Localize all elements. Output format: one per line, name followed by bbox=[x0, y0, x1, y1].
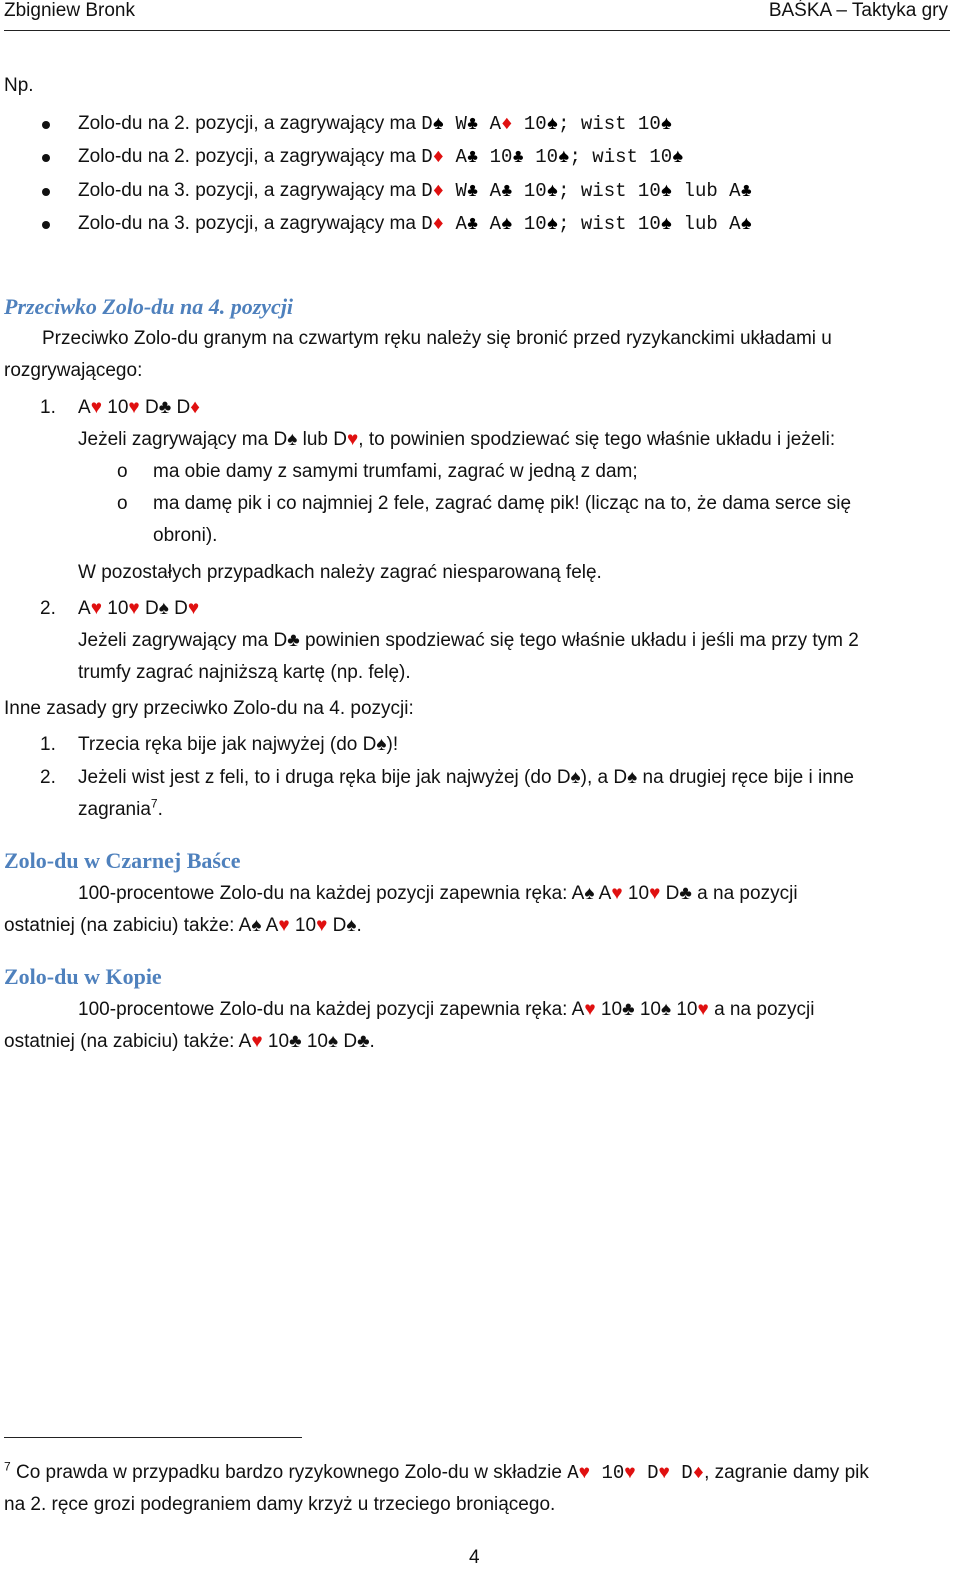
header-author: Zbigniew Bronk bbox=[4, 0, 135, 21]
sub-bullet-2: o bbox=[117, 493, 128, 514]
sec1-intro-line2: rozgrywającego: bbox=[4, 360, 143, 381]
rule-2b bbox=[78, 798, 163, 822]
sec3-line2: ostatniej (na zabiciu) także: A♥ 10♣ 10♠ D♣. bbox=[4, 1031, 375, 1052]
footnote-line2: na 2. ręce grozi podegraniem damy krzyż u trzeciego broniącego. bbox=[4, 1494, 556, 1515]
item-number-2: 2. bbox=[40, 598, 56, 619]
footnote-text-a: Co prawda w przypadku bardzo ryzykownego Zolo-du w składzie bbox=[15, 1462, 568, 1483]
bullet-dot bbox=[42, 188, 50, 196]
footnote-text-b: , zagranie damy pik bbox=[704, 1462, 869, 1483]
footnote-line1 bbox=[4, 1461, 869, 1485]
bullet-item bbox=[78, 212, 752, 236]
sec1-intro-line1: Przeciwko Zolo-du granym na czwartym ręku należy się bronić przed ryzykanckimi układami u bbox=[42, 328, 832, 349]
item2-para-b: trumfy zagrać najniższą kartę (np. felę). bbox=[78, 662, 411, 683]
footnote-rule bbox=[4, 1437, 302, 1438]
sec2-line2: ostatniej (na zabiciu) także: A♠ A♥ 10♥ D♠. bbox=[4, 915, 362, 936]
header-title: BAŚKA – Taktyka gry bbox=[768, 0, 948, 21]
bullet-item bbox=[78, 145, 684, 169]
item2-para-a: Jeżeli zagrywający ma D♣ powinien spodziewać się tego właśnie układu i jeśli ma przy tym 2 bbox=[78, 630, 859, 651]
bullet-cards: D♦ A♣ A♠ 10♠; wist 10♠ lub A♠ bbox=[421, 213, 752, 235]
section-heading-4th: Przeciwko Zolo-du na 4. pozycji bbox=[4, 294, 294, 319]
sec3-line1: 100-procentowe Zolo-du na każdej pozycji zapewnia ręka: A♥ 10♣ 10♠ 10♥ a na pozycji bbox=[78, 999, 815, 1020]
sec2-line1: 100-procentowe Zolo-du na każdej pozycji zapewnia ręka: A♠ A♥ 10♥ D♣ a na pozycji bbox=[78, 883, 798, 904]
item-number-1: 1. bbox=[40, 397, 56, 418]
sub-item-2a: ma damę pik i co najmniej 2 fele, zagrać damę pik! (licząc na to, że dama serce się bbox=[153, 493, 852, 514]
rule-2a: Jeżeli wist jest z feli, to i druga ręka bije jak najwyżej (do D♠), a D♠ na drugiej ręce bije i inne bbox=[78, 767, 854, 788]
rule-2b-text: zagrania bbox=[78, 799, 151, 820]
bullet-dot bbox=[42, 121, 50, 129]
bullet-cards: D♦ A♣ 10♣ 10♠; wist 10♠ bbox=[421, 146, 684, 168]
header-rule bbox=[4, 30, 950, 31]
sub-item-2b: obroni). bbox=[153, 525, 218, 546]
footnote-cards: A♥ 10♥ D♥ D♦ bbox=[567, 1462, 705, 1484]
footnote-ref[interactable]: 7 bbox=[150, 796, 158, 811]
section-heading-czarna: Zolo-du w Czarnej Baśce bbox=[4, 848, 241, 873]
rule-number-2: 2. bbox=[40, 767, 56, 788]
bullet-cards: D♦ W♣ A♣ 10♠; wist 10♠ lub A♣ bbox=[421, 180, 752, 202]
rule-number-1: 1. bbox=[40, 734, 56, 755]
item1-other: W pozostałych przypadkach należy zagrać niesparowaną felę. bbox=[78, 562, 602, 583]
bullet-prefix: Zolo-du na 2. pozycji, a zagrywający ma bbox=[78, 113, 422, 134]
rule-2b-end: . bbox=[157, 799, 163, 820]
bullet-item bbox=[78, 179, 752, 203]
rule-1: Trzecia ręka bije jak najwyżej (do D♠)! bbox=[78, 734, 399, 755]
sub-bullet-1: o bbox=[117, 461, 128, 482]
bullet-dot bbox=[42, 154, 50, 162]
footnote-number: 7 bbox=[4, 1459, 11, 1474]
item2-cards: A♥ 10♥ D♠ D♥ bbox=[78, 598, 200, 619]
item1-cards: A♥ 10♥ D♣ D♦ bbox=[78, 397, 200, 418]
bullet-prefix: Zolo-du na 2. pozycji, a zagrywający ma bbox=[78, 146, 422, 167]
bullet-prefix: Zolo-du na 3. pozycji, a zagrywający ma bbox=[78, 180, 422, 201]
bullet-prefix: Zolo-du na 3. pozycji, a zagrywający ma bbox=[78, 213, 422, 234]
bullet-cards: D♠ W♣ A♦ 10♠; wist 10♠ bbox=[421, 113, 673, 135]
section-heading-kopa: Zolo-du w Kopie bbox=[4, 964, 162, 989]
bullet-dot bbox=[42, 221, 50, 229]
page-number: 4 bbox=[469, 1547, 480, 1568]
np-label: Np. bbox=[4, 75, 34, 96]
sub-item-1: ma obie damy z samymi trumfami, zagrać w jedną z dam; bbox=[153, 461, 638, 482]
other-rules-title: Inne zasady gry przeciwko Zolo-du na 4. pozycji: bbox=[4, 698, 414, 719]
bullet-item bbox=[78, 112, 672, 136]
item1-para: Jeżeli zagrywający ma D♠ lub D♥, to powinien spodziewać się tego właśnie układu i jeżeli: bbox=[78, 429, 836, 450]
